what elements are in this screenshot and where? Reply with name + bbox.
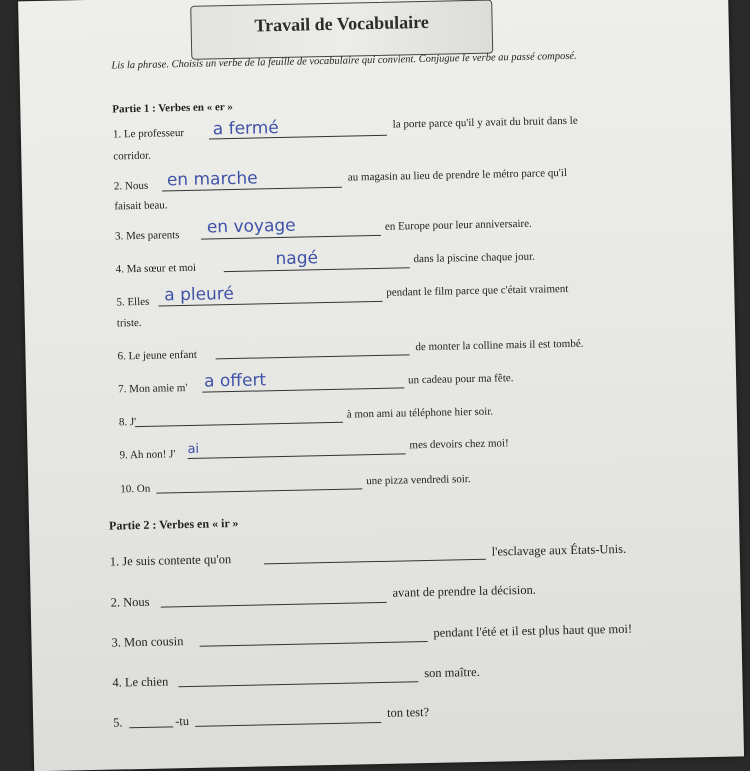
- part1-item7-answer: a offert: [203, 370, 267, 392]
- part1-item3-prefix: 3. Mes parents: [114, 229, 180, 243]
- part2-item5-mid: -tu: [175, 714, 190, 729]
- part1-item6-prefix: 6. Le jeune enfant: [117, 348, 198, 363]
- part1-item10-blank[interactable]: [156, 488, 362, 493]
- part1-item1-continuation: corridor.: [113, 149, 152, 163]
- part1-item6-suffix: de monter la colline mais il est tombé.: [415, 337, 584, 354]
- part2-item5-blank-verb[interactable]: [195, 722, 381, 727]
- part2-item3-blank[interactable]: [200, 641, 428, 647]
- part1-item8-suffix: à mon ami au téléphone hier soir.: [346, 405, 494, 421]
- part1-item5-answer: a pleuré: [164, 283, 235, 306]
- part1-item9-suffix: mes devoirs chez moi!: [409, 437, 509, 452]
- part2-item3-suffix: pendant l'été et il est plus haut que moi!: [433, 621, 633, 640]
- part2-item2-blank[interactable]: [161, 602, 387, 608]
- instructions: Lis la phrase. Choisis un verbe de la feuille de vocabulaire qui convient. Conjugue le verbe au passé composé.: [111, 50, 577, 72]
- part1-item8-blank[interactable]: [135, 422, 343, 427]
- part1-item7-suffix: un cadeau pour ma fête.: [407, 372, 514, 387]
- part1-item2-answer: en marche: [166, 168, 258, 191]
- part1-item3-suffix: en Europe pour leur anniversaire.: [384, 217, 532, 233]
- part2-item4-prefix: 4. Le chien: [112, 674, 169, 690]
- part1-item3-answer: en voyage: [206, 215, 296, 238]
- part2-item5-prefix: 5.: [113, 715, 123, 730]
- part2-item1-suffix: l'esclavage aux États-Unis.: [491, 541, 627, 559]
- part1-item4-answer: nagé: [275, 248, 319, 270]
- part2-heading: Partie 2 : Verbes en « ir »: [108, 515, 239, 533]
- part1-item8-prefix: 8. J': [118, 416, 137, 429]
- part2-item3-prefix: 3. Mon cousin: [111, 634, 184, 650]
- title-box: [190, 0, 493, 60]
- part1-item4-suffix: dans la piscine chaque jour.: [413, 250, 535, 266]
- part2-item1-blank[interactable]: [264, 559, 486, 565]
- part2-item2-suffix: avant de prendre la décision.: [392, 582, 537, 600]
- part2-item4-suffix: son maître.: [424, 664, 480, 681]
- worksheet-page: [18, 0, 744, 771]
- part1-item2-continuation: faisait beau.: [114, 199, 168, 213]
- part2-item4-blank[interactable]: [178, 681, 418, 687]
- part1-item1-suffix: la porte parce qu'il y avait du bruit dans le: [392, 114, 578, 131]
- part1-item7-prefix: 7. Mon amie m': [118, 381, 188, 396]
- part2-item5-blank-subject[interactable]: [129, 726, 173, 728]
- page-title: Travail de Vocabulaire: [254, 11, 429, 36]
- part1-item9-prefix: 9. Ah non! J': [119, 448, 176, 462]
- part1-item2-suffix: au magasin au lieu de prendre le métro parce qu'il: [347, 166, 568, 184]
- part1-item9-answer: ai: [187, 441, 200, 457]
- part1-item4-prefix: 4. Ma sœur et moi: [115, 261, 197, 276]
- part1-item9-blank[interactable]: [188, 453, 406, 459]
- part1-item10-prefix: 10. On: [120, 482, 151, 496]
- part1-heading: Partie 1 : Verbes en « er »: [112, 100, 233, 116]
- part1-item1-answer: a fermé: [212, 118, 279, 140]
- part1-item6-blank[interactable]: [216, 354, 410, 359]
- part2-item5-suffix: ton test?: [386, 704, 430, 720]
- part2-item1-prefix: 1. Je suis contente qu'on: [109, 552, 232, 569]
- part1-item10-suffix: une pizza vendredi soir.: [366, 473, 471, 488]
- part1-item5-prefix: 5. Elles: [116, 295, 150, 309]
- part2-item2-prefix: 2. Nous: [110, 594, 150, 610]
- part1-item2-prefix: 2. Nous: [113, 179, 149, 193]
- part1-item5-continuation: triste.: [116, 316, 142, 330]
- part1-item5-suffix: pendant le film parce que c'était vraiment: [386, 282, 569, 299]
- part1-item1-prefix: 1. Le professeur: [112, 126, 185, 141]
